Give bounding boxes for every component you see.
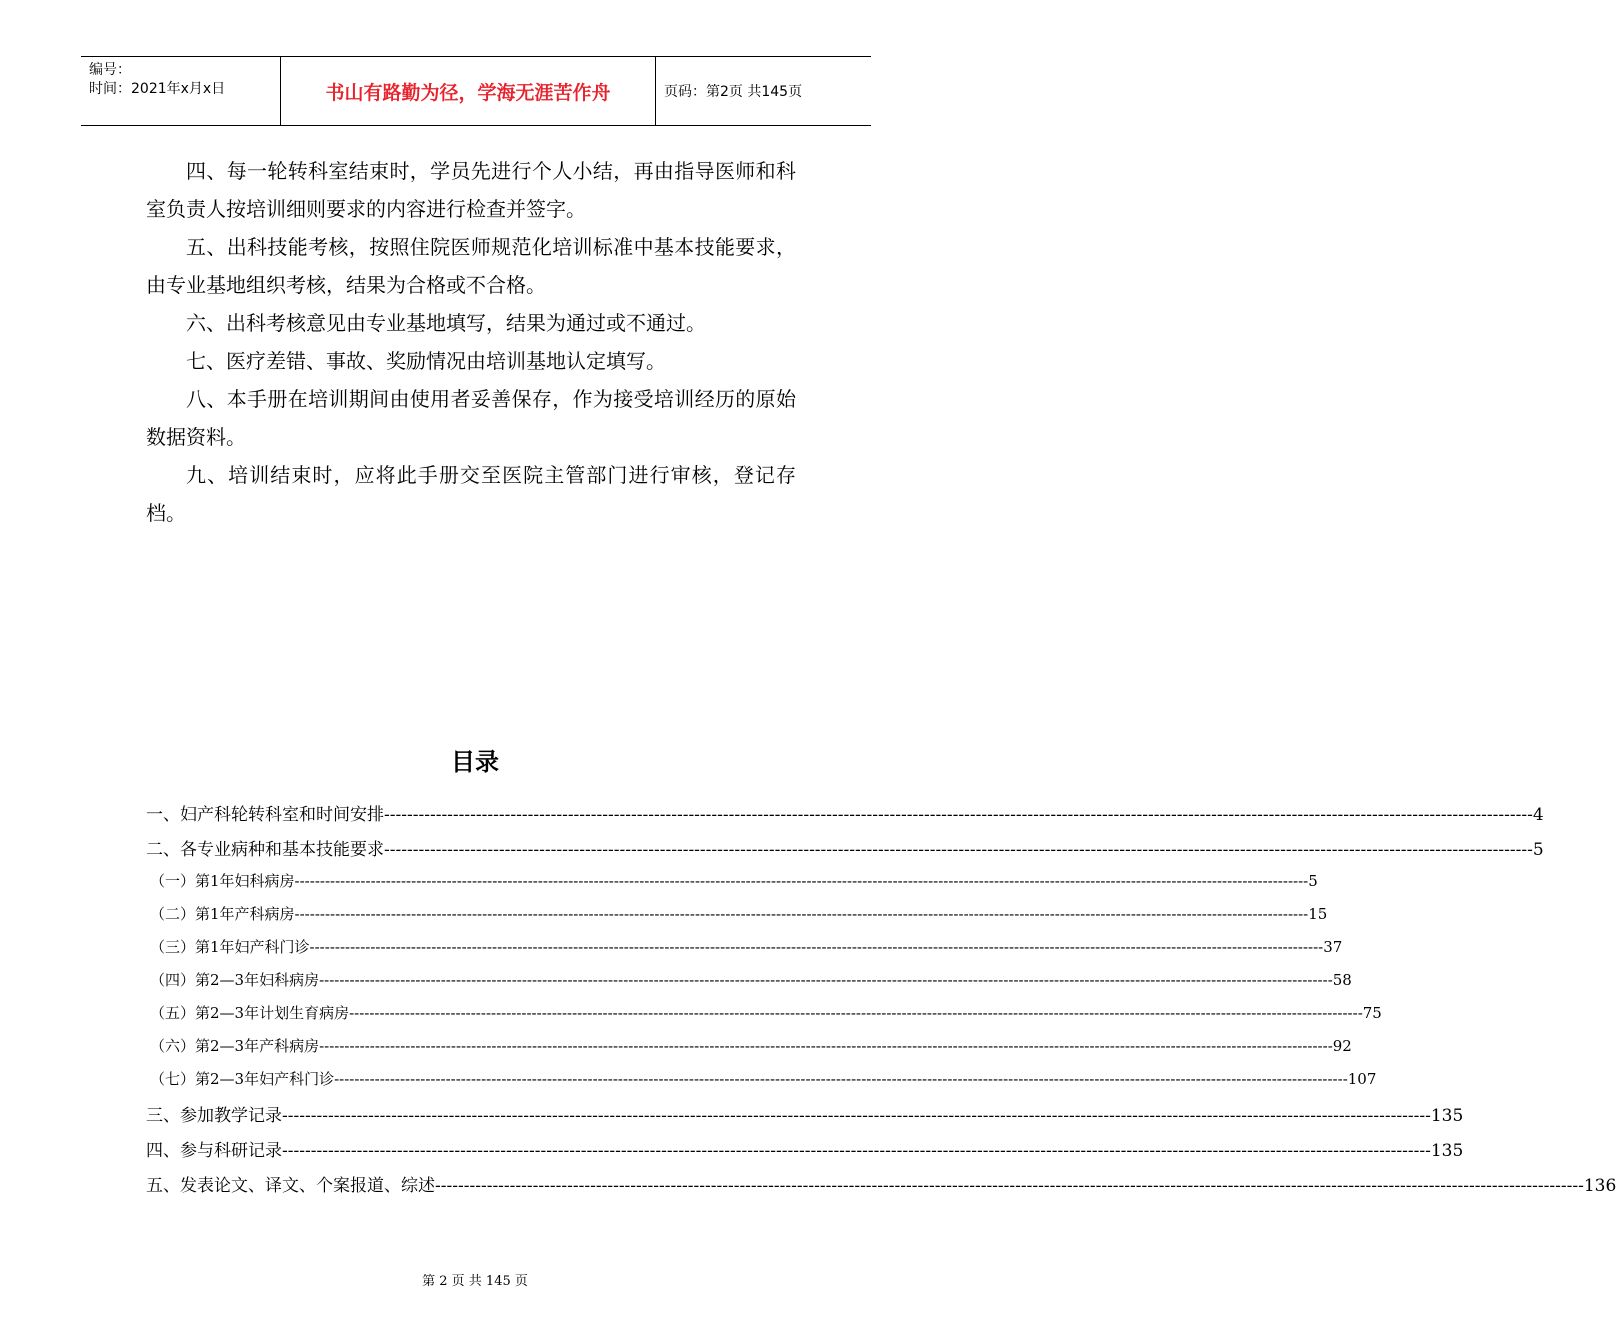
page-header bbox=[81, 56, 871, 126]
toc-entry-label: 三、参加教学记录 bbox=[146, 1106, 282, 1126]
toc-leader: -------------------------------------------------------------------------------------------------------------------------------------------------------------------------------------------------------- bbox=[282, 1106, 1431, 1126]
toc-leader: -------------------------------------------------------------------------------------------------------------------------------------------------------------------------------------------------------- bbox=[349, 1004, 1363, 1022]
toc-entry-page: 135 bbox=[1430, 1106, 1464, 1126]
toc-entry-label: （四）第2—3年妇科病房 bbox=[150, 971, 320, 989]
toc-entry[interactable] bbox=[146, 1068, 1377, 1101]
toc-leader: -------------------------------------------------------------------------------------------------------------------------------------------------------------------------------------------------------- bbox=[294, 872, 1309, 890]
toc-leader: -------------------------------------------------------------------------------------------------------------------------------------------------------------------------------------------------------- bbox=[334, 1070, 1348, 1088]
toc-entry-label: （三）第1年妇产科门诊 bbox=[150, 938, 310, 956]
toc-entry-label: （一）第1年妇科病房 bbox=[150, 872, 295, 890]
toc-entry[interactable] bbox=[146, 835, 1544, 870]
body-text bbox=[146, 152, 796, 532]
toc-entry[interactable] bbox=[146, 1002, 1382, 1035]
paragraph: 五、出科技能考核，按照住院医师规范化培训标准中基本技能要求，由专业基地组织考核，结果为合格或不合格。 bbox=[146, 235, 796, 297]
toc-entry-page: 135 bbox=[1430, 1141, 1464, 1161]
paragraph: 七、医疗差错、事故、奖励情况由培训基地认定填写。 bbox=[186, 349, 666, 373]
toc-entry[interactable] bbox=[146, 1101, 1464, 1136]
toc-entry-label: 二、各专业病种和基本技能要求 bbox=[146, 840, 384, 860]
toc-entry-page: 136 bbox=[1583, 1176, 1616, 1196]
toc-entry[interactable] bbox=[146, 903, 1328, 936]
toc-entry[interactable] bbox=[146, 969, 1352, 1002]
toc-entry[interactable] bbox=[146, 870, 1318, 903]
toc-entry-label: 四、参与科研记录 bbox=[146, 1141, 282, 1161]
toc-entry-label: （六）第2—3年产科病房 bbox=[150, 1037, 320, 1055]
paragraph: 六、出科考核意见由专业基地填写，结果为通过或不通过。 bbox=[186, 311, 706, 335]
toc-entry-page: 75 bbox=[1362, 1004, 1382, 1022]
table-of-contents bbox=[146, 800, 1616, 1206]
header-meta bbox=[81, 57, 281, 125]
toc-title: 目录 bbox=[451, 748, 499, 776]
header-page-info: 页码：第2页 共145页 bbox=[664, 84, 803, 100]
toc-leader: -------------------------------------------------------------------------------------------------------------------------------------------------------------------------------------------------------- bbox=[384, 840, 1533, 860]
toc-entry-label: （七）第2—3年妇产科门诊 bbox=[150, 1070, 335, 1088]
paragraph: 九、培训结束时，应将此手册交至医院主管部门进行审核，登记存档。 bbox=[146, 463, 796, 525]
toc-entry-page: 5 bbox=[1532, 840, 1544, 860]
toc-entry-label: （五）第2—3年计划生育病房 bbox=[150, 1004, 350, 1022]
toc-entry[interactable] bbox=[146, 936, 1343, 969]
toc-leader: -------------------------------------------------------------------------------------------------------------------------------------------------------------------------------------------------------- bbox=[319, 1037, 1333, 1055]
toc-leader: -------------------------------------------------------------------------------------------------------------------------------------------------------------------------------------------------------- bbox=[384, 805, 1533, 825]
toc-entry-label: 五、发表论文、译文、个案报道、综述 bbox=[146, 1176, 435, 1196]
toc-entry-page: 58 bbox=[1332, 971, 1352, 989]
toc-leader: -------------------------------------------------------------------------------------------------------------------------------------------------------------------------------------------------------- bbox=[282, 1141, 1431, 1161]
toc-entry[interactable] bbox=[146, 800, 1544, 835]
paragraph: 四、每一轮转科室结束时，学员先进行个人小结，再由指导医师和科室负责人按培训细则要求的内容进行检查并签字。 bbox=[146, 159, 796, 221]
toc-leader: -------------------------------------------------------------------------------------------------------------------------------------------------------------------------------------------------------- bbox=[309, 938, 1324, 956]
toc-leader: -------------------------------------------------------------------------------------------------------------------------------------------------------------------------------------------------------- bbox=[319, 971, 1333, 989]
paragraph: 八、本手册在培训期间由使用者妥善保存，作为接受培训经历的原始数据资料。 bbox=[146, 387, 796, 449]
time-label: 时间：2021年x月x日 bbox=[89, 81, 226, 97]
header-motto: 书山有路勤为径，学海无涯苦作舟 bbox=[281, 57, 656, 125]
toc-entry[interactable] bbox=[146, 1136, 1464, 1171]
toc-entry-page: 92 bbox=[1332, 1037, 1352, 1055]
toc-entry-page: 4 bbox=[1532, 805, 1544, 825]
toc-entry[interactable] bbox=[146, 1171, 1616, 1206]
toc-entry[interactable] bbox=[146, 1035, 1352, 1068]
toc-leader: -------------------------------------------------------------------------------------------------------------------------------------------------------------------------------------------------------- bbox=[294, 905, 1309, 923]
serial-label: 编号： bbox=[89, 62, 131, 78]
toc-entry-page: 15 bbox=[1308, 905, 1328, 923]
toc-entry-page: 37 bbox=[1323, 938, 1343, 956]
toc-entry-label: 一、妇产科轮转科室和时间安排 bbox=[146, 805, 384, 825]
toc-entry-page: 107 bbox=[1347, 1070, 1377, 1088]
toc-entry-page: 5 bbox=[1308, 872, 1318, 890]
page-footer: 第 2 页 共 145 页 bbox=[422, 1274, 528, 1289]
toc-leader: -------------------------------------------------------------------------------------------------------------------------------------------------------------------------------------------------------- bbox=[435, 1176, 1584, 1196]
toc-entry-label: （二）第1年产科病房 bbox=[150, 905, 295, 923]
